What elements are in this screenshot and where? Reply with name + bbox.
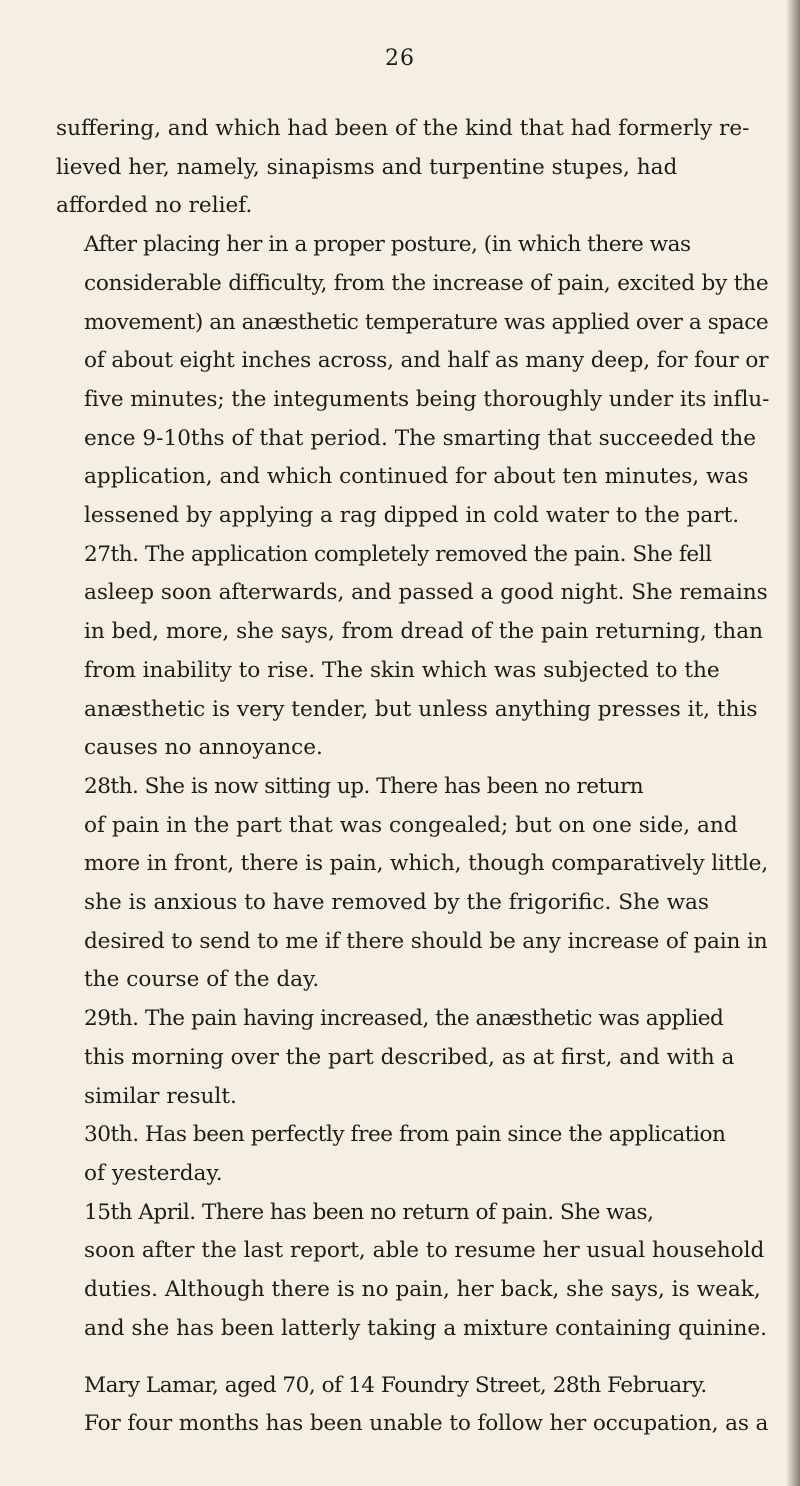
text-line: this morning over the part described, as at first, and with a — [84, 1044, 735, 1070]
text-line: 15th April. There has been no return of pain. She was, — [84, 1199, 654, 1225]
text-line: of yesterday. — [84, 1160, 223, 1186]
text-line: five minutes; the integuments being thoroughly under its influ- — [84, 386, 770, 412]
text-line: desired to send to me if there should be any increase of pain in — [84, 928, 768, 954]
text-line: from inability to rise. The skin which was subjected to the — [84, 657, 720, 683]
text-line: 30th. Has been perfectly free from pain since the application — [84, 1122, 726, 1148]
paragraph-new-case — [56, 1367, 768, 1444]
text-line: similar result. — [84, 1083, 237, 1109]
text-line: of pain in the part that was congealed; but on one side, and — [84, 812, 738, 838]
text-line: in bed, more, she says, from dread of the pain returning, than — [84, 619, 763, 645]
text-line: 29th. The pain having increased, the anæsthetic was applied — [84, 1006, 724, 1032]
body-text — [56, 110, 768, 1444]
text-line: 27th. The application completely removed the pain. She fell — [84, 541, 712, 567]
page-edge-shadow — [786, 0, 800, 1486]
text-line: asleep soon afterwards, and passed a good night. She remains — [84, 580, 768, 606]
paragraph-15th-april — [56, 1194, 768, 1349]
paragraph-continuation — [56, 110, 768, 226]
text-line: suffering, and which had been of the kind that had formerly re- — [56, 116, 750, 141]
text-line: movement) an anæsthetic temperature was applied over a space — [84, 309, 769, 335]
text-line: 28th. She is now sitting up. There has been no return — [84, 773, 644, 799]
text-line: lieved her, namely, sinapisms and turpentine stupes, had — [56, 154, 678, 180]
text-line: ence 9-10ths of that period. The smarting that succeeded the — [84, 425, 756, 451]
text-line: and she has been latterly taking a mixture containing quinine. — [84, 1315, 768, 1341]
page-number: 26 — [385, 46, 415, 71]
text-line: Mary Lamar, aged 70, of 14 Foundry Street, 28th February. — [84, 1372, 707, 1398]
text-line: lessened by applying a rag dipped in cold water to the part. — [84, 503, 740, 529]
paragraph-29th — [56, 1000, 768, 1116]
text-line: soon after the last report, able to resume her usual household — [84, 1238, 765, 1264]
text-line: more in front, there is pain, which, though comparatively little, — [84, 851, 769, 877]
paragraph-30th — [56, 1116, 768, 1193]
text-line: she is anxious to have removed by the frigorific. She was — [84, 890, 710, 916]
paragraph-27th — [56, 536, 768, 768]
text-line: considerable difficulty, from the increase of pain, excited by the — [84, 270, 769, 296]
text-line: of about eight inches across, and half as many deep, for four or — [84, 348, 769, 374]
paragraph-treatment — [56, 226, 768, 536]
text-line: For four months has been unable to follow her occupation, as a — [84, 1411, 769, 1437]
text-line: duties. Although there is no pain, her back, she says, is weak, — [84, 1277, 761, 1303]
text-line: afforded no relief. — [56, 193, 253, 219]
text-line: causes no annoyance. — [84, 735, 323, 761]
text-line: the course of the day. — [84, 967, 320, 993]
text-line: After placing her in a proper posture, (in which there was — [84, 232, 691, 258]
text-line: anæsthetic is very tender, but unless anything presses it, this — [84, 696, 758, 722]
paragraph-28th — [56, 768, 768, 1000]
text-line: application, and which continued for about ten minutes, was — [84, 464, 749, 490]
